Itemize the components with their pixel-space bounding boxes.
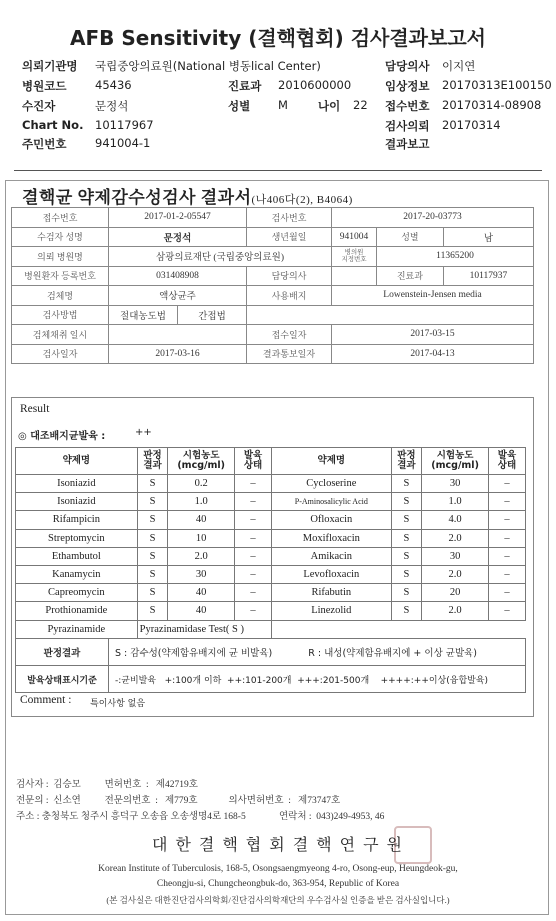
drug-concentration: 2.0 — [168, 547, 235, 565]
cell-label: 병의원 지정번호 — [332, 247, 377, 267]
doctor-label: 담당의사 — [385, 59, 430, 73]
drug-concentration: 30 — [422, 475, 489, 493]
cell-value: 삼광의료재단 (국립중앙의료원) — [109, 247, 332, 267]
col-header: 판정 결과 — [137, 448, 168, 475]
sex-value: M — [278, 98, 288, 112]
drug-row — [16, 529, 526, 547]
drug-concentration: 30 — [422, 547, 489, 565]
specialist-line: 전문의 : 신소연 전문의번호 : 제779호 의사면허번호 : 제73747호 — [16, 796, 341, 806]
drug-name: Linezolid — [272, 602, 392, 620]
cell-empty — [272, 620, 526, 638]
sex-label: 성별 — [228, 99, 251, 113]
drug-concentration: 30 — [168, 565, 235, 583]
drug-growth: – — [235, 547, 272, 565]
drug-name: Moxifloxacin — [272, 529, 392, 547]
cell-label: 검체명 — [12, 286, 109, 306]
drug-name: Rifampicin — [16, 511, 138, 529]
resident-no-value: 941004-1 — [95, 136, 151, 150]
drug-result: S — [391, 529, 422, 547]
drug-name: Ethambutol — [16, 547, 138, 565]
age-value: 22 — [353, 98, 368, 112]
hospital-code-label: 병원코드 — [22, 79, 67, 93]
col-header: 시험농도 (mcg/ml) — [422, 448, 489, 475]
cell-value: 10117937 — [443, 266, 533, 286]
col-header: 발육 상태 — [235, 448, 272, 475]
col-header: 판정 결과 — [391, 448, 422, 475]
cell-label: 성별 — [377, 227, 444, 247]
drug-result: S — [137, 602, 168, 620]
comment-value: 특이사항 없음 — [90, 699, 146, 709]
drug-concentration: 2.0 — [422, 565, 489, 583]
divider — [14, 170, 542, 171]
drug-result: S — [391, 565, 422, 583]
drug-row — [16, 565, 526, 583]
department-value: 2010600000 — [278, 78, 352, 92]
drug-row — [16, 511, 526, 529]
cell-label: 접수번호 — [12, 208, 109, 228]
cell-value: 11365200 — [377, 247, 534, 267]
judge-r: R : 내성(약제함유배지에 + 이상 균발육) — [308, 648, 478, 659]
cell-value: 031408908 — [109, 266, 247, 286]
drug-name: Cycloserine — [272, 475, 392, 493]
col-header: 발육 상태 — [488, 448, 525, 475]
drug-result: S — [137, 547, 168, 565]
report-title: 결핵균 약제감수성검사 결과서(나406다(2), B4064) — [22, 188, 353, 207]
institute-name: 대 한 결 핵 협 회 결 핵 연 구 원 — [151, 837, 405, 854]
request-date-label: 검사의뢰 — [385, 119, 430, 133]
patient-label: 수진자 — [22, 99, 56, 113]
col-header: 약제명 — [16, 448, 138, 475]
drug-growth: – — [235, 511, 272, 529]
report-subtitle: (나406다(2), B4064) — [251, 194, 353, 206]
cell-label: 진료과 — [377, 266, 444, 286]
drug-result: S — [391, 602, 422, 620]
cell-value: 문정석 — [109, 227, 247, 247]
cell-value: 간접법 — [178, 305, 247, 325]
drug-name: Isoniazid — [16, 493, 138, 511]
drug-result: S — [137, 475, 168, 493]
drug-concentration: 40 — [168, 511, 235, 529]
drug-result: S — [137, 565, 168, 583]
cell-value: 2017-03-16 — [109, 344, 247, 364]
drug-growth: – — [488, 475, 525, 493]
cell-value: Lowenstein-Jensen media — [332, 286, 534, 306]
control-growth-value: ++ — [135, 427, 152, 438]
chart-no-label: Chart No. — [22, 118, 84, 132]
receipt-no-value: 20170314-08908 — [442, 98, 542, 112]
specimen-info-table — [11, 207, 534, 364]
drug-result: S — [137, 529, 168, 547]
institute-address-2: Cheongju-si, Chungcheongbuk-do, 363-954, Republic of Korea — [156, 879, 400, 889]
drug-growth: – — [488, 565, 525, 583]
drug-result: S — [391, 493, 422, 511]
drug-row — [16, 493, 526, 511]
address-line: 주소 : 충청북도 청주시 흥덕구 오송읍 오송생명4로 168-5 연락처 : 043)249-4953, 46 — [16, 812, 385, 822]
drug-growth: – — [488, 529, 525, 547]
drug-name: Isoniazid — [16, 475, 138, 493]
cell-label: 검사일자 — [12, 344, 109, 364]
cell-value: 액상균주 — [109, 286, 247, 306]
cell-label: 병원환자 등록번호 — [12, 266, 109, 286]
drug-name: Rifabutin — [272, 584, 392, 602]
chart-no-value: 10117967 — [95, 118, 154, 132]
cell-value: 2017-01-2-05547 — [109, 208, 247, 228]
cell-label: 사용배지 — [247, 286, 332, 306]
drug-growth: – — [488, 602, 525, 620]
cell-value: 절대농도법 — [109, 305, 178, 325]
drug-growth: – — [235, 565, 272, 583]
control-growth-label: ◎ 대조배지균발육 : — [18, 431, 106, 442]
department-label: 진료과 — [228, 79, 262, 93]
comment-label: Comment : — [20, 694, 72, 706]
drug-concentration: 2.0 — [422, 602, 489, 620]
drug-row — [16, 547, 526, 565]
growth-value: -:균비발육 +:100개 이하 ++:101-200개 +++:201-500개 ++++:++이상(융합발육) — [109, 666, 526, 693]
drug-growth: – — [235, 602, 272, 620]
drug-table — [15, 447, 526, 639]
drug-growth: – — [235, 584, 272, 602]
institute-address-1: Korean Institute of Tuberculosis, 168-5, Osongsaengmyeong 4-ro, Osong-eup, Heungdeok-gu, — [98, 864, 458, 874]
judge-label: 판정결과 — [16, 639, 109, 666]
cell-label: 검체채취 일시 — [12, 325, 109, 345]
drug-result: S — [137, 584, 168, 602]
cell-value — [332, 266, 377, 286]
examiner-line: 검사자 : 김승모 면허번호 : 제42719호 — [16, 780, 198, 790]
drug-name: Prothionamide — [16, 602, 138, 620]
drug-growth: – — [235, 529, 272, 547]
drug-growth: – — [488, 584, 525, 602]
drug-concentration: 2.0 — [422, 529, 489, 547]
report-date-label: 결과보고 — [385, 137, 430, 151]
drug-growth: – — [235, 493, 272, 511]
doctor-value: 이지연 — [442, 59, 476, 73]
drug-concentration: 40 — [168, 602, 235, 620]
col-header: 시험농도 (mcg/ml) — [168, 448, 235, 475]
request-date-value: 20170314 — [442, 118, 501, 132]
cell-label: 담당의사 — [247, 266, 332, 286]
age-label: 나이 — [318, 99, 341, 113]
drug-result: S — [137, 511, 168, 529]
drug-row — [16, 584, 526, 602]
cell-label: 검사방법 — [12, 305, 109, 325]
pyrazinamide-label: Pyrazinamide — [16, 620, 138, 638]
certification-note: (본 검사실은 대한진단검사의학회/진단검사의학재단의 우수검사실 인증을 받은 검사실입니다.) — [106, 895, 450, 905]
drug-growth: – — [488, 493, 525, 511]
receipt-no-label: 접수번호 — [385, 99, 430, 113]
drug-concentration: 40 — [168, 584, 235, 602]
col-header: 약제명 — [272, 448, 392, 475]
drug-name: Ofloxacin — [272, 511, 392, 529]
drug-name: Capreomycin — [16, 584, 138, 602]
drug-result: S — [391, 475, 422, 493]
pyrazinamide-result: Pyrazinamidase Test( S ) — [137, 620, 271, 638]
drug-concentration: 4.0 — [422, 511, 489, 529]
drug-concentration: 20 — [422, 584, 489, 602]
drug-result: S — [391, 547, 422, 565]
institution-label: 의뢰기관명 — [22, 59, 78, 73]
drug-growth: – — [488, 511, 525, 529]
drug-concentration: 0.2 — [168, 475, 235, 493]
drug-result: S — [137, 493, 168, 511]
drug-result: S — [391, 511, 422, 529]
clinical-info-label: 임상정보 — [385, 79, 430, 93]
cell-value: 941004 — [332, 227, 377, 247]
patient-value: 문정석 — [95, 99, 129, 113]
drug-row — [16, 602, 526, 620]
drug-row — [16, 475, 526, 493]
result-label: Result — [20, 403, 50, 415]
judge-value — [109, 639, 526, 666]
drug-name: P-Aminosalicylic Acid — [272, 493, 392, 511]
cell-value: 2017-03-15 — [332, 325, 534, 345]
drug-name: Kanamycin — [16, 565, 138, 583]
cell-value — [109, 325, 247, 345]
growth-label: 발육상태표시기준 — [16, 666, 109, 693]
hospital-code-value: 45436 — [95, 78, 132, 92]
cell-value: 2017-20-03773 — [332, 208, 534, 228]
cell-value: 남 — [443, 227, 533, 247]
cell-empty — [247, 305, 534, 325]
institution-value: 국립중앙의료원(National 병동lical Center) — [95, 59, 321, 73]
drug-concentration: 10 — [168, 529, 235, 547]
drug-name: Levofloxacin — [272, 565, 392, 583]
cell-label: 의뢰 병원명 — [12, 247, 109, 267]
cell-label: 수검자 성명 — [12, 227, 109, 247]
page-title: AFB Sensitivity (결핵협회) 검사결과보고서 — [70, 26, 486, 50]
cell-label: 검사번호 — [247, 208, 332, 228]
drug-name: Amikacin — [272, 547, 392, 565]
drug-growth: – — [235, 475, 272, 493]
drug-concentration: 1.0 — [422, 493, 489, 511]
judge-s: S : 감수성(약제함유배지에 균 비발육) — [115, 648, 273, 659]
drug-name: Streptomycin — [16, 529, 138, 547]
drug-growth: – — [488, 547, 525, 565]
cell-value: 2017-04-13 — [332, 344, 534, 364]
legend-table — [15, 638, 526, 693]
cell-label: 결과통보일자 — [247, 344, 332, 364]
cell-label: 접수일자 — [247, 325, 332, 345]
cell-label: 생년월일 — [247, 227, 332, 247]
clinical-info-value: 20170313E100150 — [442, 78, 552, 92]
resident-no-label: 주민번호 — [22, 137, 67, 151]
drug-result: S — [391, 584, 422, 602]
drug-concentration: 1.0 — [168, 493, 235, 511]
